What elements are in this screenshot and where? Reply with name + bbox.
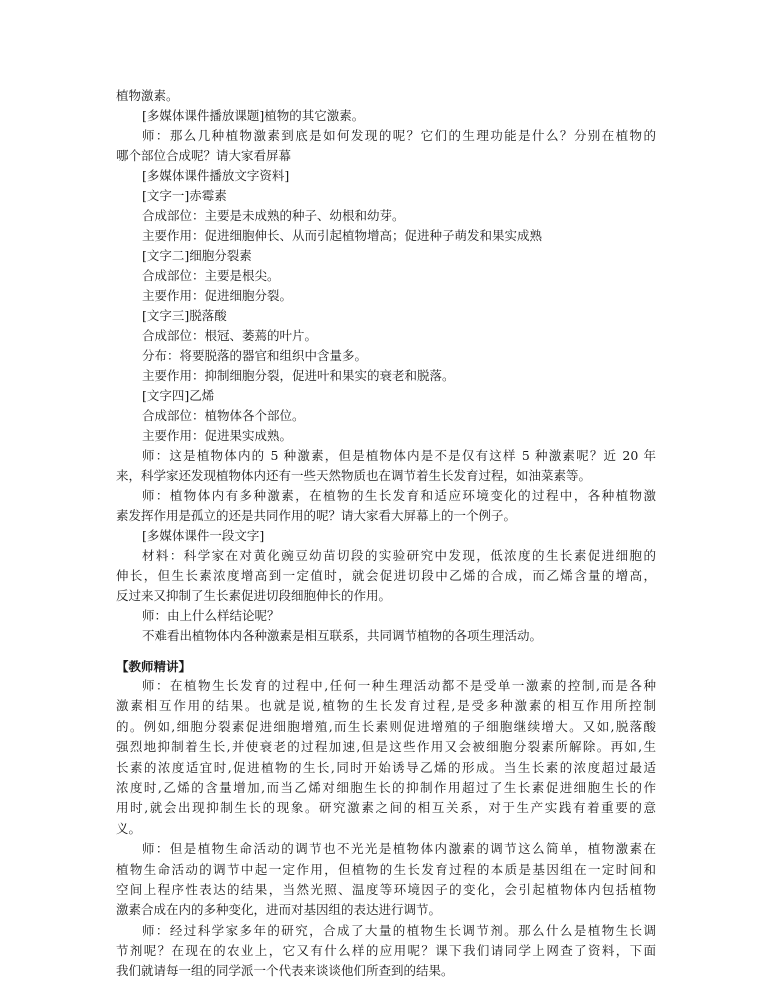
text-line: [文字二]细胞分裂素 [142, 248, 252, 263]
text-line: 植物激素。 [116, 88, 179, 103]
text-line: 用时,就会出现抑制生长的现象。研究激素之间的相互关系，对于生产实践有着重要的意 [116, 800, 656, 816]
text-line: 不难看出植物体内各种激素是相互联系，共同调节植物的各项生理活动。 [142, 628, 543, 643]
text-line: 节剂呢？在现在的农业上，它又有什么样的应用呢？课下我们请同学上网查了资料，下面 [116, 943, 656, 959]
text-line: 师：那么几种植物激素到底是如何发现的呢？它们的生理功能是什么？分别在植物的 [142, 128, 656, 143]
text-line: 分布：将要脱落的器官和组织中含量多。 [142, 348, 368, 363]
text-line: 激素合成在内的多种变化，进而对基因组的表达进行调节。 [116, 902, 442, 918]
text-line: 空间上程序性表达的结果，当然光照、温度等环境因子的变化，会引起植物体内包括植物 [116, 881, 656, 897]
text-line: [多媒体课件一段文字] [142, 528, 265, 543]
text-line: [文字一]赤霉素 [142, 188, 227, 203]
text-line: 义。 [116, 820, 142, 836]
text-line: [多媒体课件播放课题]植物的其它激素。 [142, 108, 365, 123]
text-line: 主要作用：促进细胞分裂。 [142, 288, 293, 303]
text-line: 伸长，但生长素浓度增高到一定值时，就会促进切段中乙烯的合成，而乙烯含量的增高， [116, 568, 656, 583]
text-line: [文字三]脱落酸 [142, 308, 227, 323]
text-line: 的。例如,细胞分裂素促进细胞增殖,而生长素则促进增殖的子细胞继续增大。又如,脱落酸 [116, 718, 656, 734]
text-line: 强烈地抑制着生长,并使衰老的过程加速,但是这些作用又会被细胞分裂素所解除。再如,生 [116, 739, 656, 755]
text-line: 主要作用：促进细胞伸长、从而引起植物增高；促进种子萌发和果实成熟 [142, 228, 543, 243]
text-line: 材料：科学家在对黄化豌豆幼苗切段的实验研究中发现，低浓度的生长素促进细胞的 [142, 548, 656, 563]
text-line: 激素相互作用的结果。也就是说,植物的生长发育过程,是受多种激素的相互作用所控制 [116, 698, 656, 714]
text-line: [文字四]乙烯 [142, 388, 215, 403]
text-line: 合成部位：植物体各个部位。 [142, 408, 305, 423]
text-line: 师：在植物生长发育的过程中,任何一种生理活动都不是受单一激素的控制,而是各种 [142, 678, 656, 693]
text-line: 师：经过科学家多年的研究，合成了大量的植物生长调节剂。那么什么是植物生长调 [142, 922, 656, 938]
teacher-explanation-section [116, 676, 656, 982]
section-heading: 【教师精讲】 [116, 659, 192, 674]
text-line: 反过来又抑制了生长素促进切段细胞伸长的作用。 [116, 588, 392, 603]
text-line: 浓度时,乙烯的含量增加,而当乙烯对细胞生长的抑制作用超过了生长素促进细胞生长的作 [116, 779, 656, 795]
text-line: 师：但是植物生命活动的调节也不光光是植物体内激素的调节这么简单，植物激素在 [142, 841, 656, 857]
text-line: [多媒体课件播放文字资料] [142, 168, 290, 183]
lesson-transcript-section [116, 86, 656, 646]
text-line: 师：这是植物体内的 5 种激素，但是植物体内是不是仅有这样 5 种激素呢？近 20 年 [142, 448, 656, 463]
text-line: 合成部位：主要是未成熟的种子、幼根和幼芽。 [142, 208, 405, 223]
text-line: 合成部位：主要是根尖。 [142, 268, 280, 283]
text-line: 师：植物体内有多种激素，在植物的生长发育和适应环境变化的过程中，各种植物激 [142, 488, 656, 503]
text-line: 我们就请每一组的同学派一个代表来谈谈他们所查到的结果。 [116, 963, 454, 979]
text-line: 主要作用：促进果实成熟。 [142, 428, 293, 443]
text-line: 师：由上什么样结论呢？ [142, 608, 280, 623]
text-line: 哪个部位合成呢？请大家看屏幕 [116, 148, 292, 163]
text-line: 植物生命活动的调节中起一定作用，但植物的生长发育过程的本质是基因组在一定时间和 [116, 861, 656, 877]
text-line: 主要作用：抑制细胞分裂，促进叶和果实的衰老和脱落。 [142, 368, 455, 383]
text-line: 合成部位：根冠、萎蔫的叶片。 [142, 328, 318, 343]
text-line: 长素的浓度适宜时,促进植物的生长,同时开始诱导乙烯的形成。当生长素的浓度超过最适 [116, 759, 656, 775]
text-line: 来，科学家还发现植物体内还有一些天然物质也在调节着生长发育过程，如油菜素等。 [116, 468, 592, 483]
text-line: 素发挥作用是孤立的还是共同作用的呢？请大家看大屏幕上的一个例子。 [116, 508, 517, 523]
